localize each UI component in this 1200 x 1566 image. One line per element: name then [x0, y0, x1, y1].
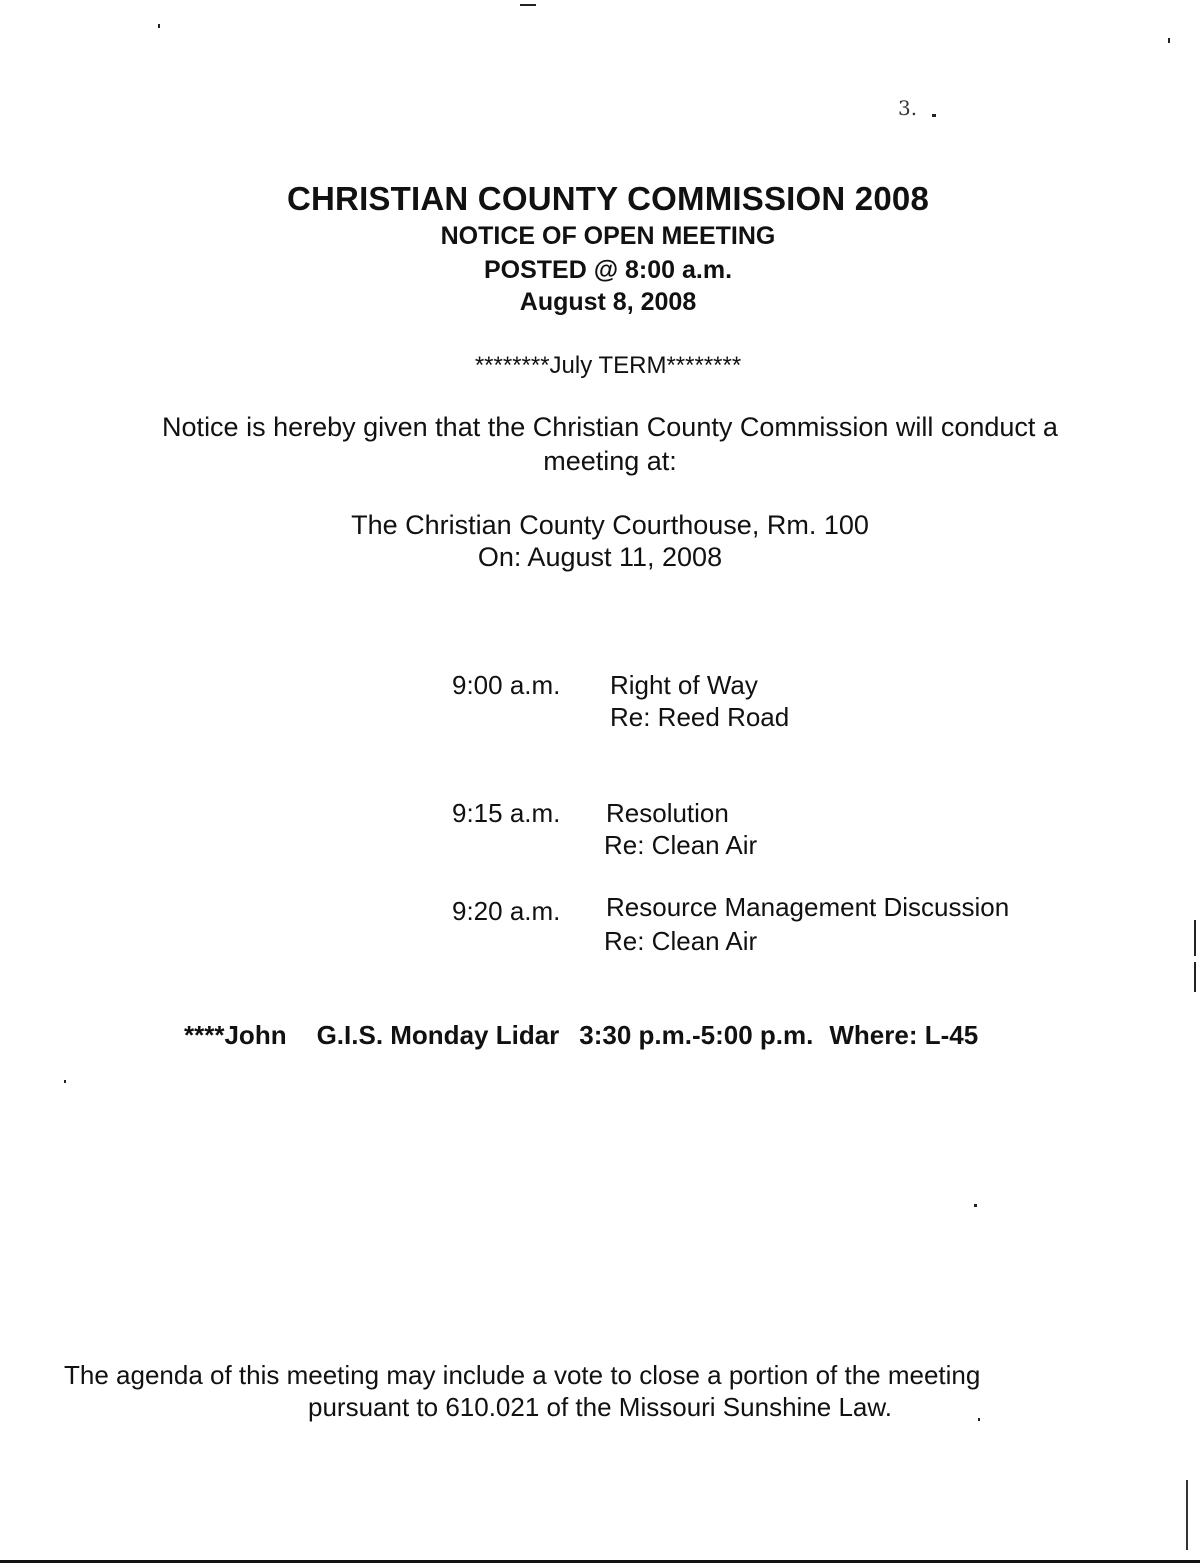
footer-line-2: pursuant to 610.021 of the Missouri Sunshine Law. [308, 1392, 892, 1422]
scan-edge-line [1186, 1480, 1188, 1550]
scan-speck [932, 114, 936, 117]
agenda-item-re: Re: Clean Air [604, 830, 758, 860]
notice-subtitle: NOTICE OF OPEN MEETING [440, 222, 776, 250]
notice-text-line-2: meeting at: [543, 446, 677, 476]
scan-speck [974, 1204, 977, 1207]
agenda-item-re: Re: Clean Air [604, 926, 758, 956]
special-note [184, 1020, 978, 1051]
handwritten-mark-text: 3. [898, 96, 918, 120]
agenda-item: Resource Management Discussion [606, 892, 1010, 922]
special-note-where: Where: L-45 [829, 1020, 979, 1050]
page-title: CHRISTIAN COUNTY COMMISSION 2008 [286, 180, 930, 217]
term-label: ********July TERM******** [474, 352, 742, 379]
scan-speck [64, 1080, 66, 1083]
scan-speck [978, 1418, 980, 1421]
meeting-date: On: August 11, 2008 [477, 542, 723, 572]
agenda-item: Right of Way [610, 670, 758, 700]
agenda-time: 9:00 a.m. [452, 670, 561, 700]
special-note-when: 3:30 p.m.-5:00 p.m. [579, 1020, 814, 1050]
posted-date: August 8, 2008 [519, 288, 697, 316]
notice-text-line-1: Notice is hereby given that the Christian County Commission will conduct a [162, 412, 1058, 442]
scan-speck [1194, 962, 1196, 992]
special-note-who: ****John [184, 1020, 287, 1050]
scan-speck [158, 24, 160, 28]
agenda-item: Resolution [606, 798, 729, 828]
scan-speck [1194, 920, 1196, 956]
posted-time: POSTED @ 8:00 a.m. [483, 256, 733, 284]
agenda-time: 9:20 a.m. [452, 896, 561, 926]
scan-speck [520, 4, 536, 6]
special-note-what: G.I.S. Monday Lidar [316, 1020, 560, 1050]
scan-bottom-edge [0, 1560, 1200, 1563]
scan-speck [1168, 38, 1170, 43]
agenda-time: 9:15 a.m. [452, 798, 561, 828]
footer-line-1: The agenda of this meeting may include a vote to close a portion of the meeting [64, 1360, 981, 1390]
handwritten-mark [898, 96, 917, 120]
meeting-location: The Christian County Courthouse, Rm. 100 [351, 510, 869, 540]
agenda-item-re: Re: Reed Road [610, 702, 790, 732]
